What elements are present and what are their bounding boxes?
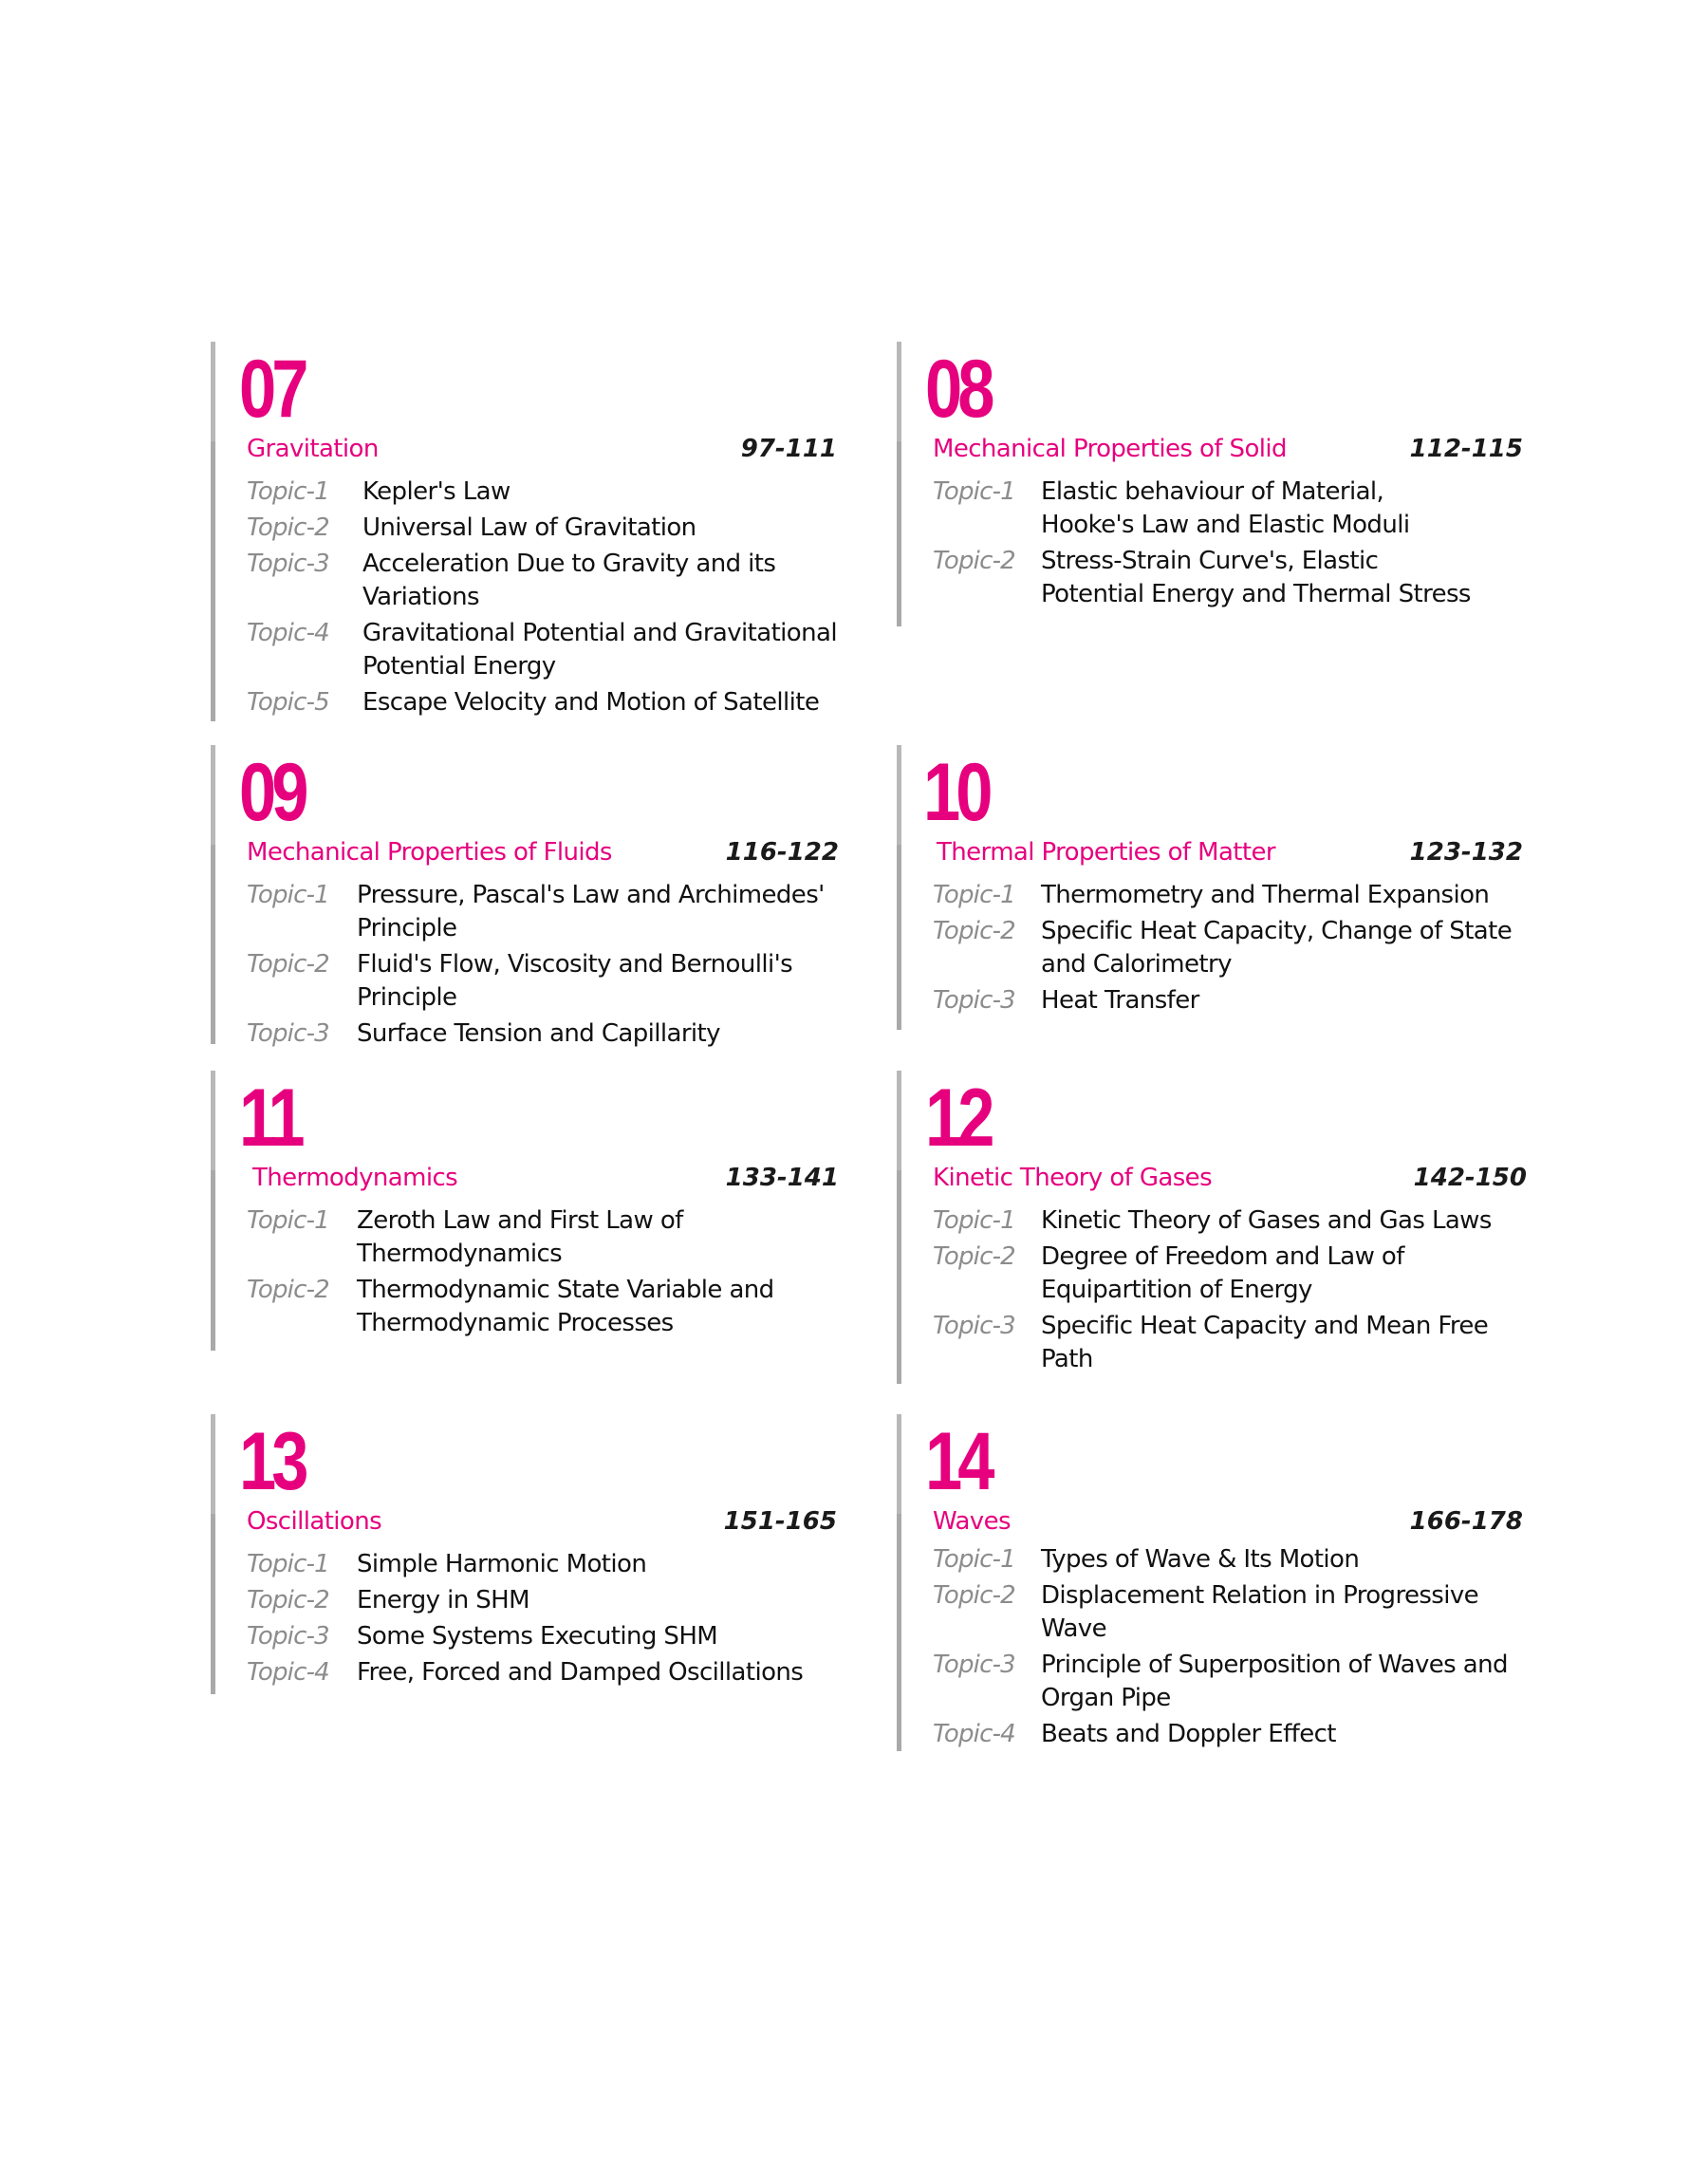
topic-text: Specific Heat Capacity and Mean Free Path (1041, 1312, 1489, 1373)
topic-text: Kinetic Theory of Gases and Gas Laws (1041, 1206, 1492, 1235)
section-divider (897, 745, 901, 1030)
chapter-title[interactable]: Thermodynamics (252, 1164, 458, 1192)
chapter-header (933, 1507, 1523, 1545)
topic-item[interactable] (247, 1584, 837, 1617)
topic-text: Escape Velocity and Motion of Satellite (362, 688, 820, 717)
topic-text: Zeroth Law and First Law of Thermodynamics (357, 1206, 683, 1268)
topic-text: Surface Tension and Capillarity (357, 1019, 720, 1048)
topic-label: Topic-1 (247, 477, 329, 506)
topic-text: Universal Law of Gravitation (362, 513, 696, 542)
topic-item[interactable] (247, 476, 837, 509)
topic-label: Topic-4 (933, 1720, 1015, 1748)
chapter-07 (211, 342, 837, 721)
topic-label: Topic-3 (933, 1651, 1015, 1679)
topic-label: Topic-1 (933, 881, 1015, 909)
page-range: 112-115 (1409, 435, 1523, 463)
chapter-number: 07 (239, 344, 305, 435)
page-range: 151-165 (723, 1507, 837, 1536)
chapter-number: 09 (239, 747, 305, 838)
topic-item[interactable] (247, 1656, 837, 1689)
page-range: 142-150 (1413, 1164, 1527, 1192)
chapter-title[interactable]: Gravitation (247, 435, 379, 463)
topic-list (247, 1548, 837, 1692)
chapter-12 (897, 1071, 1527, 1384)
topic-item[interactable] (247, 1204, 839, 1271)
topic-item[interactable] (933, 1204, 1527, 1238)
section-divider (897, 342, 901, 626)
topic-item[interactable] (933, 1543, 1523, 1577)
topic-text: Simple Harmonic Motion (357, 1550, 647, 1578)
chapter-header (933, 435, 1523, 473)
chapter-11 (211, 1071, 839, 1351)
topic-text: Thermodynamic State Variable and Thermodynamic Processes (357, 1276, 774, 1337)
topic-item[interactable] (933, 1310, 1527, 1376)
topic-item[interactable] (247, 548, 837, 614)
chapter-09 (211, 745, 839, 1048)
topic-text: Specific Heat Capacity, Change of State and Calorimetry (1041, 917, 1513, 979)
topic-item[interactable] (933, 879, 1523, 912)
chapter-number: 11 (239, 1073, 301, 1164)
chapter-number: 13 (239, 1416, 305, 1507)
topic-item[interactable] (247, 686, 837, 719)
topic-item[interactable] (247, 1017, 839, 1051)
topic-label: Topic-2 (933, 1242, 1015, 1271)
topic-item[interactable] (933, 1649, 1523, 1715)
section-divider (211, 1414, 215, 1694)
topic-item[interactable] (933, 1241, 1527, 1307)
section-divider (211, 745, 215, 1044)
topic-label: Topic-1 (247, 1206, 329, 1235)
topic-text: Fluid's Flow, Viscosity and Bernoulli's Principle (357, 950, 793, 1012)
topic-label: Topic-1 (247, 1550, 329, 1578)
topic-text: Degree of Freedom and Law of Equipartition of Energy (1041, 1242, 1404, 1304)
topic-label: Topic-3 (247, 1019, 329, 1048)
topic-label: Topic-2 (247, 513, 329, 542)
topic-label: Topic-2 (247, 1586, 329, 1614)
topic-label: Topic-3 (247, 550, 329, 578)
topic-list (933, 476, 1523, 614)
topic-label: Topic-4 (247, 1658, 329, 1687)
topic-text: Stress-Strain Curve's, Elastic Potential Energy and Thermal Stress (1041, 547, 1471, 608)
chapter-10 (897, 745, 1523, 1030)
topic-text: Beats and Doppler Effect (1041, 1720, 1336, 1748)
topic-item[interactable] (247, 1620, 837, 1653)
topic-text: Energy in SHM (357, 1586, 529, 1614)
section-divider (897, 1414, 901, 1751)
topic-label: Topic-1 (933, 477, 1015, 506)
topic-label: Topic-1 (933, 1545, 1015, 1574)
page-range: 133-141 (725, 1164, 839, 1192)
topic-label: Topic-1 (247, 881, 329, 909)
topic-text: Thermometry and Thermal Expansion (1041, 881, 1490, 909)
topic-text: Kepler's Law (362, 477, 511, 506)
page-range: 116-122 (725, 838, 839, 867)
topic-text: Acceleration Due to Gravity and its Variations (362, 550, 776, 611)
chapter-header (937, 838, 1523, 876)
topic-item[interactable] (933, 1579, 1523, 1646)
topic-label: Topic-2 (247, 1276, 329, 1304)
chapter-08 (897, 342, 1523, 626)
chapter-header (252, 1164, 839, 1202)
topic-text: Free, Forced and Damped Oscillations (357, 1658, 804, 1687)
topic-label: Topic-2 (933, 917, 1015, 945)
topic-text: Types of Wave & Its Motion (1041, 1545, 1360, 1574)
chapter-number: 08 (925, 344, 991, 435)
topic-text: Some Systems Executing SHM (357, 1622, 718, 1651)
section-divider (897, 1071, 901, 1384)
topic-label: Topic-2 (933, 1581, 1015, 1610)
topic-item[interactable] (247, 512, 837, 545)
topic-label: Topic-3 (933, 1312, 1015, 1340)
topic-list (933, 1543, 1523, 1754)
topic-item[interactable] (933, 545, 1523, 611)
topic-list (933, 1204, 1527, 1379)
topic-item[interactable] (933, 1718, 1523, 1751)
topic-text: Pressure, Pascal's Law and Archimedes' Principle (357, 881, 825, 942)
topic-label: Topic-5 (247, 688, 329, 717)
chapter-header (247, 435, 837, 473)
page-range: 166-178 (1409, 1507, 1523, 1536)
chapter-title[interactable]: Kinetic Theory of Gases (933, 1164, 1213, 1192)
section-divider (211, 1071, 215, 1351)
topic-item[interactable] (933, 476, 1523, 542)
topic-item[interactable] (247, 1548, 837, 1581)
topic-label: Topic-1 (933, 1206, 1015, 1235)
topic-label: Topic-3 (247, 1622, 329, 1651)
chapter-title[interactable]: Mechanical Properties of Fluids (247, 838, 612, 867)
topic-list (247, 879, 839, 1054)
topic-item[interactable] (247, 617, 837, 683)
chapter-header (247, 1507, 837, 1545)
chapter-title[interactable]: Thermal Properties of Matter (937, 838, 1275, 867)
topic-item[interactable] (933, 915, 1523, 981)
page-range: 123-132 (1409, 838, 1523, 867)
topic-list (247, 476, 837, 722)
topic-item[interactable] (933, 984, 1523, 1017)
topic-item[interactable] (247, 1274, 839, 1340)
chapter-title[interactable]: Waves (933, 1507, 1011, 1536)
chapter-header (933, 1164, 1527, 1202)
chapter-number: 14 (925, 1416, 991, 1507)
topic-text: Elastic behaviour of Material, Hooke's Law and Elastic Moduli (1041, 477, 1410, 539)
chapter-14 (897, 1414, 1523, 1751)
page-range: 97-111 (740, 435, 837, 463)
chapter-13 (211, 1414, 837, 1694)
topic-label: Topic-4 (247, 619, 329, 647)
topic-item[interactable] (247, 879, 839, 945)
topic-label: Topic-2 (247, 950, 329, 979)
topic-text: Principle of Superposition of Waves and Organ Pipe (1041, 1651, 1508, 1712)
topic-text: Gravitational Potential and Gravitational Potential Energy (362, 619, 837, 681)
topic-label: Topic-3 (933, 986, 1015, 1015)
chapter-title[interactable]: Mechanical Properties of Solid (933, 435, 1287, 463)
topic-text: Displacement Relation in Progressive Wave (1041, 1581, 1479, 1643)
chapter-title[interactable]: Oscillations (247, 1507, 382, 1536)
topic-list (247, 1204, 839, 1343)
section-divider (211, 342, 215, 721)
chapter-number: 12 (925, 1073, 991, 1164)
topic-item[interactable] (247, 948, 839, 1015)
chapter-number: 10 (923, 747, 989, 838)
topic-text: Heat Transfer (1041, 986, 1199, 1015)
topic-label: Topic-2 (933, 547, 1015, 575)
topic-list (933, 879, 1523, 1020)
chapter-header (247, 838, 839, 876)
